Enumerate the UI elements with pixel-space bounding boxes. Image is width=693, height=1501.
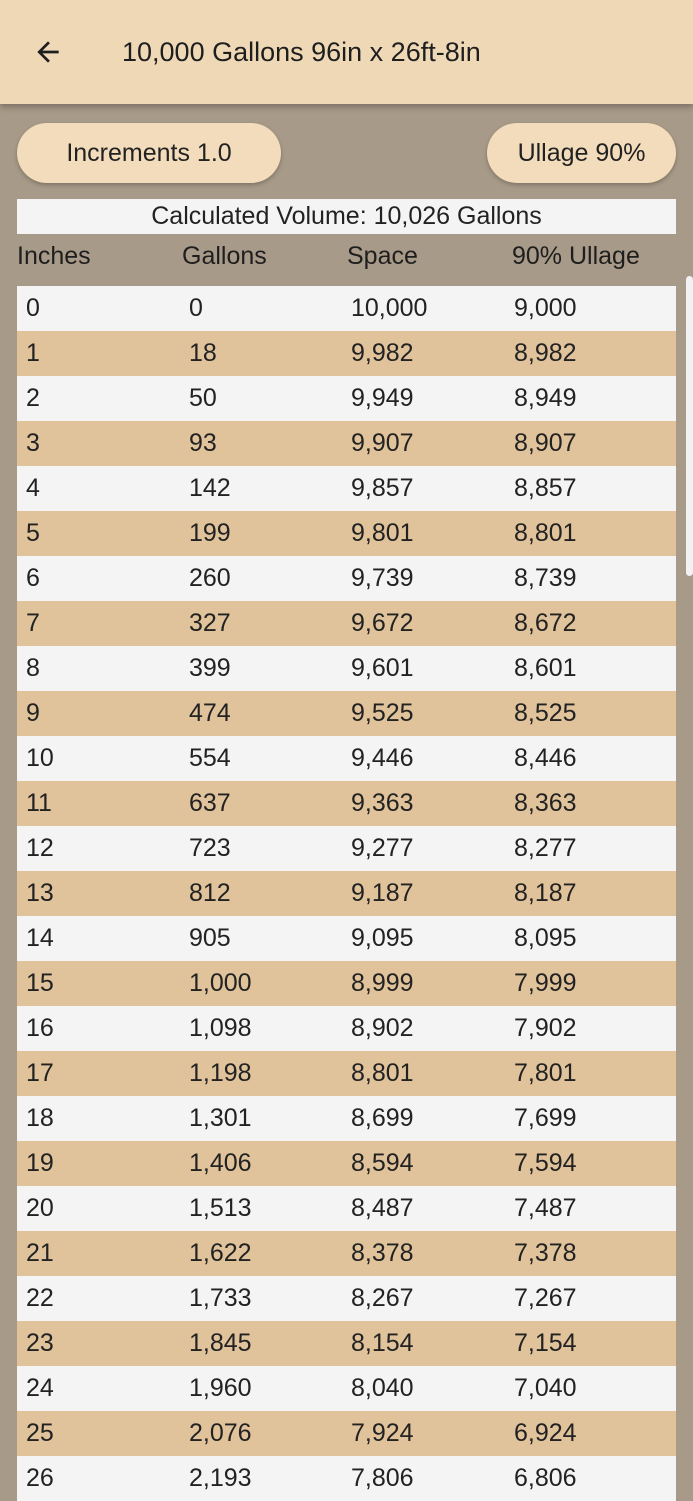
table-row[interactable]	[17, 511, 676, 556]
cell-space: 9,446	[351, 744, 414, 772]
cell-ullage: 8,363	[514, 789, 577, 817]
table-row[interactable]	[17, 1096, 676, 1141]
cell-gallons: 399	[189, 654, 231, 682]
cell-inches: 10	[26, 744, 54, 772]
table-row[interactable]	[17, 691, 676, 736]
cell-gallons: 2,193	[189, 1464, 252, 1492]
cell-gallons: 1,098	[189, 1014, 252, 1042]
table-row[interactable]	[17, 1006, 676, 1051]
cell-ullage: 8,949	[514, 384, 577, 412]
cell-gallons: 1,622	[189, 1239, 252, 1267]
table-row[interactable]	[17, 1051, 676, 1096]
app-bar	[0, 0, 693, 104]
cell-space: 9,601	[351, 654, 414, 682]
cell-inches: 0	[26, 294, 40, 322]
table-row[interactable]	[17, 826, 676, 871]
cell-gallons: 474	[189, 699, 231, 727]
cell-inches: 11	[26, 789, 52, 817]
table-row[interactable]	[17, 781, 676, 826]
cell-inches: 1	[26, 339, 40, 367]
cell-space: 9,907	[351, 429, 414, 457]
cell-space: 9,801	[351, 519, 414, 547]
table-row[interactable]	[17, 421, 676, 466]
cell-ullage: 8,857	[514, 474, 577, 502]
cell-space: 8,040	[351, 1374, 414, 1402]
cell-ullage: 8,525	[514, 699, 577, 727]
cell-gallons: 637	[189, 789, 231, 817]
cell-space: 10,000	[351, 294, 428, 322]
table-header	[17, 238, 676, 282]
cell-space: 9,982	[351, 339, 414, 367]
cell-inches: 5	[26, 519, 40, 547]
cell-inches: 18	[26, 1104, 54, 1132]
cell-ullage: 8,095	[514, 924, 577, 952]
cell-gallons: 327	[189, 609, 231, 637]
cell-space: 9,095	[351, 924, 414, 952]
cell-inches: 23	[26, 1329, 54, 1357]
cell-space: 8,487	[351, 1194, 414, 1222]
header-gallons: Gallons	[182, 242, 267, 270]
cell-space: 9,949	[351, 384, 414, 412]
cell-space: 9,277	[351, 834, 414, 862]
cell-gallons: 199	[189, 519, 231, 547]
cell-gallons: 812	[189, 879, 231, 907]
cell-inches: 25	[26, 1419, 54, 1447]
table-row[interactable]	[17, 1366, 676, 1411]
table-row[interactable]	[17, 961, 676, 1006]
table-row[interactable]	[17, 1141, 676, 1186]
cell-inches: 6	[26, 564, 40, 592]
cell-inches: 15	[26, 969, 54, 997]
cell-ullage: 8,982	[514, 339, 577, 367]
table-row[interactable]	[17, 871, 676, 916]
table-row[interactable]	[17, 1456, 676, 1501]
cell-space: 9,525	[351, 699, 414, 727]
table-row[interactable]	[17, 286, 676, 331]
cell-ullage: 8,801	[514, 519, 577, 547]
cell-gallons: 2,076	[189, 1419, 252, 1447]
cell-gallons: 18	[189, 339, 217, 367]
cell-ullage: 6,806	[514, 1464, 577, 1492]
cell-inches: 2	[26, 384, 40, 412]
cell-gallons: 1,198	[189, 1059, 252, 1087]
cell-gallons: 1,513	[189, 1194, 252, 1222]
cell-space: 8,267	[351, 1284, 414, 1312]
back-button[interactable]	[26, 30, 70, 74]
cell-gallons: 93	[189, 429, 217, 457]
cell-space: 7,806	[351, 1464, 414, 1492]
cell-inches: 16	[26, 1014, 54, 1042]
cell-ullage: 7,267	[514, 1284, 577, 1312]
header-inches: Inches	[17, 242, 91, 270]
cell-space: 9,363	[351, 789, 414, 817]
cell-ullage: 7,487	[514, 1194, 577, 1222]
cell-gallons: 1,000	[189, 969, 252, 997]
cell-ullage: 7,594	[514, 1149, 577, 1177]
cell-ullage: 7,154	[514, 1329, 577, 1357]
cell-space: 9,739	[351, 564, 414, 592]
cell-gallons: 142	[189, 474, 231, 502]
cell-ullage: 8,739	[514, 564, 577, 592]
cell-space: 8,378	[351, 1239, 414, 1267]
table-row[interactable]	[17, 1321, 676, 1366]
cell-ullage: 9,000	[514, 294, 577, 322]
cell-gallons: 554	[189, 744, 231, 772]
cell-inches: 13	[26, 879, 54, 907]
cell-space: 8,902	[351, 1014, 414, 1042]
cell-inches: 26	[26, 1464, 54, 1492]
cell-inches: 22	[26, 1284, 54, 1312]
arrow-left-icon	[32, 36, 64, 68]
cell-ullage: 7,699	[514, 1104, 577, 1132]
header-space: Space	[347, 242, 418, 270]
cell-ullage: 7,378	[514, 1239, 577, 1267]
cell-inches: 8	[26, 654, 40, 682]
tank-chart-table[interactable]	[17, 286, 676, 1501]
cell-inches: 24	[26, 1374, 54, 1402]
page-title: 10,000 Gallons 96in x 26ft-8in	[122, 37, 481, 67]
cell-inches: 14	[26, 924, 54, 952]
cell-gallons: 905	[189, 924, 231, 952]
cell-inches: 17	[26, 1059, 54, 1087]
cell-inches: 7	[26, 609, 40, 637]
calculated-volume: Calculated Volume: 10,026 Gallons	[17, 199, 676, 234]
cell-gallons: 1,301	[189, 1104, 252, 1132]
table-row[interactable]	[17, 916, 676, 961]
cell-ullage: 8,277	[514, 834, 577, 862]
cell-space: 9,857	[351, 474, 414, 502]
cell-gallons: 1,406	[189, 1149, 252, 1177]
cell-ullage: 8,446	[514, 744, 577, 772]
table-row[interactable]	[17, 1276, 676, 1321]
cell-ullage: 7,902	[514, 1014, 577, 1042]
cell-inches: 20	[26, 1194, 54, 1222]
cell-ullage: 8,601	[514, 654, 577, 682]
cell-ullage: 7,999	[514, 969, 577, 997]
table-row[interactable]	[17, 646, 676, 691]
cell-space: 9,187	[351, 879, 414, 907]
table-row[interactable]	[17, 1186, 676, 1231]
cell-gallons: 1,733	[189, 1284, 252, 1312]
cell-gallons: 0	[189, 294, 203, 322]
table-row[interactable]	[17, 736, 676, 781]
cell-inches: 19	[26, 1149, 54, 1177]
table-row[interactable]	[17, 601, 676, 646]
cell-inches: 21	[26, 1239, 54, 1267]
cell-space: 8,999	[351, 969, 414, 997]
cell-gallons: 1,960	[189, 1374, 252, 1402]
cell-inches: 3	[26, 429, 40, 457]
cell-space: 8,801	[351, 1059, 414, 1087]
header-ullage: 90% Ullage	[512, 242, 640, 270]
cell-inches: 9	[26, 699, 40, 727]
ullage-button[interactable]: Ullage 90%	[487, 123, 676, 183]
cell-gallons: 260	[189, 564, 231, 592]
table-row[interactable]	[17, 376, 676, 421]
table-row[interactable]	[17, 331, 676, 376]
cell-space: 9,672	[351, 609, 414, 637]
increments-button[interactable]: Increments 1.0	[17, 123, 281, 183]
cell-gallons: 1,845	[189, 1329, 252, 1357]
cell-ullage: 6,924	[514, 1419, 577, 1447]
table-row[interactable]	[17, 1411, 676, 1456]
cell-space: 8,699	[351, 1104, 414, 1132]
table-row[interactable]	[17, 556, 676, 601]
cell-space: 8,154	[351, 1329, 414, 1357]
cell-gallons: 50	[189, 384, 217, 412]
cell-inches: 12	[26, 834, 54, 862]
cell-ullage: 7,801	[514, 1059, 577, 1087]
table-row[interactable]	[17, 1231, 676, 1276]
cell-space: 7,924	[351, 1419, 414, 1447]
cell-space: 8,594	[351, 1149, 414, 1177]
cell-ullage: 8,672	[514, 609, 577, 637]
table-row[interactable]	[17, 466, 676, 511]
cell-ullage: 8,907	[514, 429, 577, 457]
cell-ullage: 8,187	[514, 879, 577, 907]
cell-ullage: 7,040	[514, 1374, 577, 1402]
cell-inches: 4	[26, 474, 40, 502]
cell-gallons: 723	[189, 834, 231, 862]
scrollbar-thumb[interactable]	[686, 276, 693, 576]
